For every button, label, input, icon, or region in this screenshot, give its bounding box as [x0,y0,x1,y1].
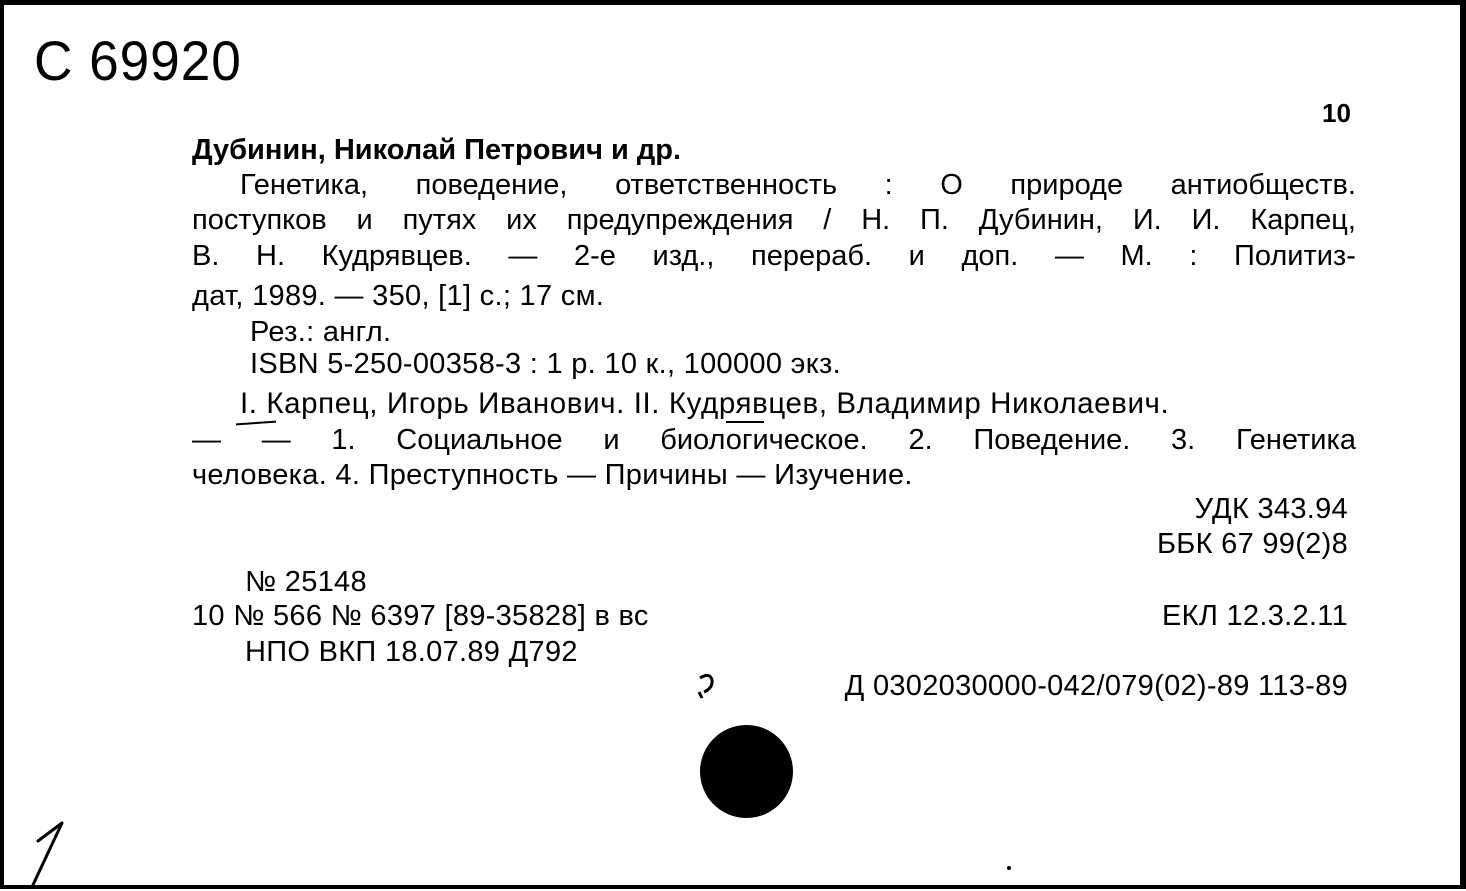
word: — [1054,240,1084,272]
word: и [908,240,925,272]
index-mark: Д 0302030000-042/079(02)-89 113-89 [844,670,1348,702]
word: Дубинин, [978,204,1103,236]
bbk-code: ББК 67 99(2)8 [1156,528,1348,560]
word: предупреждения [566,204,794,236]
processing-line: 10 № 566 № 6397 [89-35828] в вс [192,600,649,632]
word: 2. [908,424,933,456]
subjects-line-1 [192,426,1356,455]
hook-mark [692,670,722,700]
description-line-3 [192,242,1356,271]
word: Поведение. [973,424,1131,456]
word: и [356,204,373,236]
punch-hole [700,725,793,818]
word: Карпец, [1250,204,1356,236]
word: 3. [1171,424,1196,456]
word: Кудрявцев. [321,240,472,272]
word: перераб. [751,240,873,272]
shelf-code: С 69920 [34,29,242,92]
word: природе [1010,169,1124,201]
word: И. [1191,204,1221,236]
handwritten-number-mark [26,821,74,891]
word: и [603,424,620,456]
word: ответственность [615,169,838,201]
word: И. [1132,204,1162,236]
word: Н. [256,240,286,272]
word: : [884,169,893,201]
word: доп. [961,240,1019,272]
word: Н. [861,204,891,236]
underline-mark-2 [726,421,764,423]
word: 2-е [573,240,616,272]
word: П. [920,204,949,236]
word: : [1189,240,1198,272]
copies-count: 10 [1322,98,1351,128]
word: В. [192,240,220,272]
added-entries: I. Карпец, Игорь Иванович. II. Кудрявцев, Владимир Николаевич. [240,387,1170,420]
description-line-1 [240,171,1356,200]
word: антиобществ. [1170,169,1356,201]
word: поведение, [415,169,568,201]
imprint-line: дат, 1989. — 350, [1] с.; 17 см. [192,280,605,312]
word: Политиз- [1234,240,1356,272]
order-number: № 25148 [245,566,367,598]
word: — [261,424,291,456]
word: Генетика, [240,169,369,201]
word: путях [402,204,477,236]
author-heading: Дубинин, Николай Петрович и др. [192,134,682,166]
npo-line: НПО ВКП 18.07.89 Д792 [245,636,578,668]
subjects-line-2: человека. 4. Преступность — Причины — Изучение. [192,459,913,491]
word: М. [1120,240,1153,272]
isbn-line: ISBN 5-250-00358-3 : 1 р. 10 к., 100000 экз. [250,348,841,380]
word: 1. [331,424,356,456]
word: изд., [652,240,715,272]
word: Социальное [396,424,563,456]
word: Генетика [1235,424,1356,456]
description-line-2 [192,206,1356,235]
word: — [192,424,221,456]
dust-speck [1007,866,1011,870]
word: поступков [192,204,327,236]
word: их [506,204,537,236]
word: / [823,204,832,236]
word: биологическое. [660,424,868,456]
resume-note: Рез.: англ. [250,316,392,348]
word: — [508,240,538,272]
ekl-code: ЕКЛ 12.3.2.11 [1161,600,1348,632]
udk-code: УДК 343.94 [1194,493,1348,525]
word: О [940,169,963,201]
